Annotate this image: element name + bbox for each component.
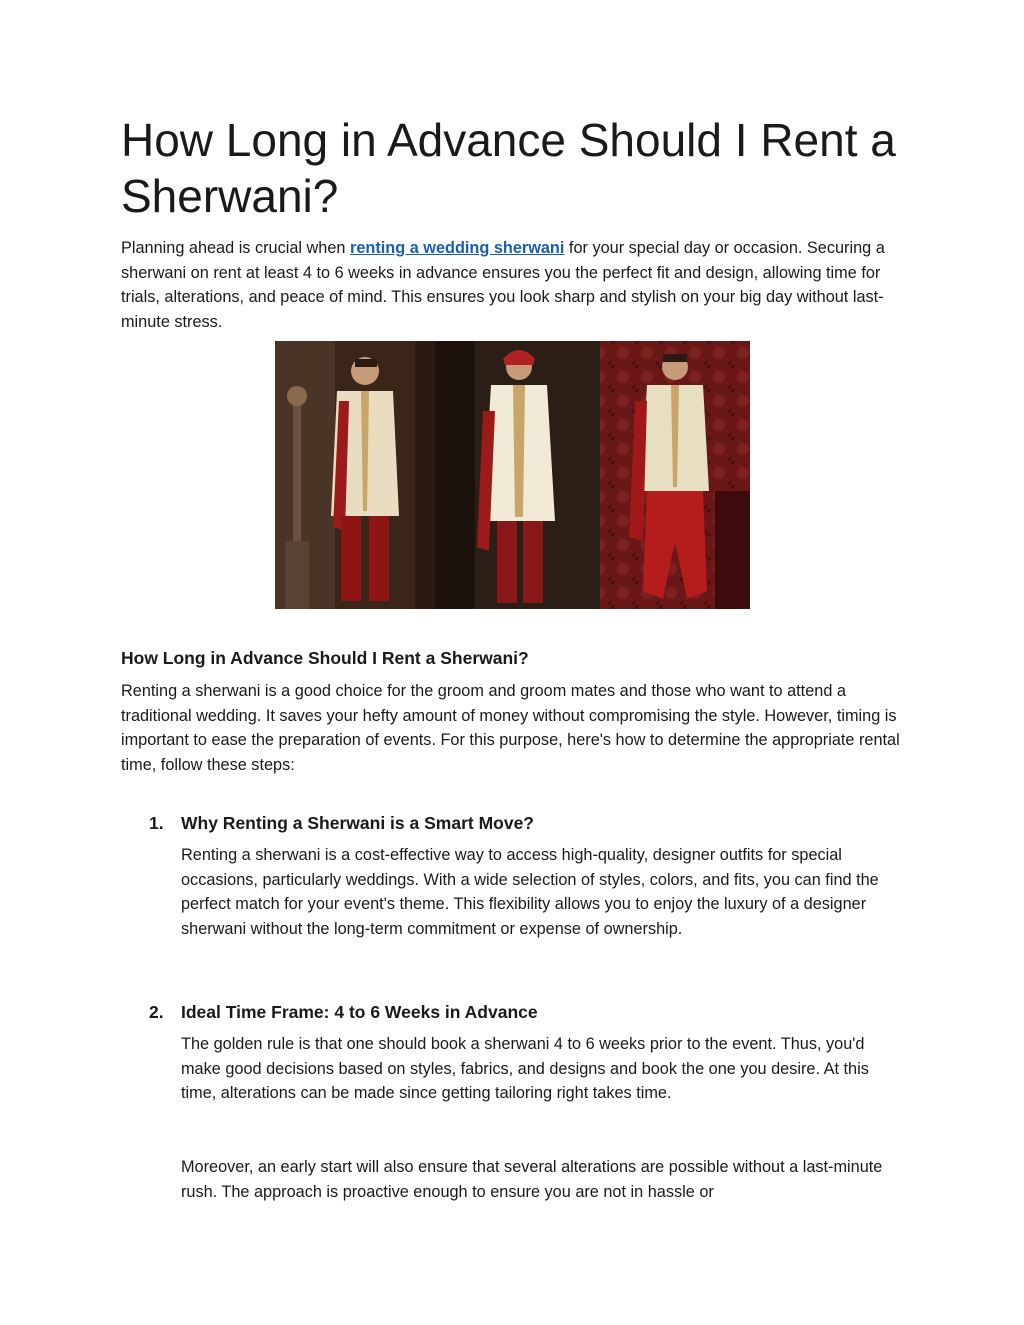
page-title: How Long in Advance Should I Rent a Sherwani? (121, 114, 896, 222)
list-item-number: 2. (149, 1002, 164, 1022)
intro-text-start: Planning ahead is crucial when (121, 239, 350, 257)
renting-wedding-sherwani-link[interactable]: renting a wedding sherwani (350, 239, 565, 257)
list-item-number: 1. (149, 813, 164, 833)
intro-paragraph (121, 236, 901, 334)
intro-text-end: for your special day or occasion. Securing a sherwani on rent at least 4 to 6 weeks in advance ensures you the perfect fit and design, allowing time for trials, alterations, and peace of mind. This ensures you look sharp and stylish on your big day without last-minute stress. (121, 239, 885, 331)
section-heading: How Long in Advance Should I Rent a Sherwani? (121, 648, 529, 668)
list-item-title: Why Renting a Sherwani is a Smart Move? (181, 813, 534, 833)
section-paragraph: Renting a sherwani is a good choice for the groom and groom mates and those who want to attend a traditional wedding. It saves your hefty amount of money without compromising the style. However, timing is important to ease the preparation of events. For this purpose, here's how to determine the appropriate rental time, follow these steps: (121, 682, 900, 774)
list-item-body-continued: Moreover, an early start will also ensure that several alterations are possible without a last-minute rush. The approach is proactive enough to ensure you are not in hassle or (181, 1158, 883, 1201)
list-item-body: Renting a sherwani is a cost-effective way to access high-quality, designer outfits for special occasions, particularly weddings. With a wide selection of styles, colors, and fits, you can find the perfect match for your event's theme. This flexibility allows you to enjoy the luxury of a designer sherwani without the long-term commitment or expense of ownership. (181, 846, 879, 938)
list-item-body: The golden rule is that one should book a sherwani 4 to 6 weeks prior to the event. Thus, you'd make good decisions based on styles, fabrics, and designs and book the one you desire. At this time, alterations can be made since getting tailoring right takes time. (181, 1035, 869, 1103)
list-item-title: Ideal Time Frame: 4 to 6 Weeks in Advance (181, 1002, 538, 1022)
sherwani-models-illustration (275, 341, 750, 609)
sherwani-photo (275, 341, 750, 609)
